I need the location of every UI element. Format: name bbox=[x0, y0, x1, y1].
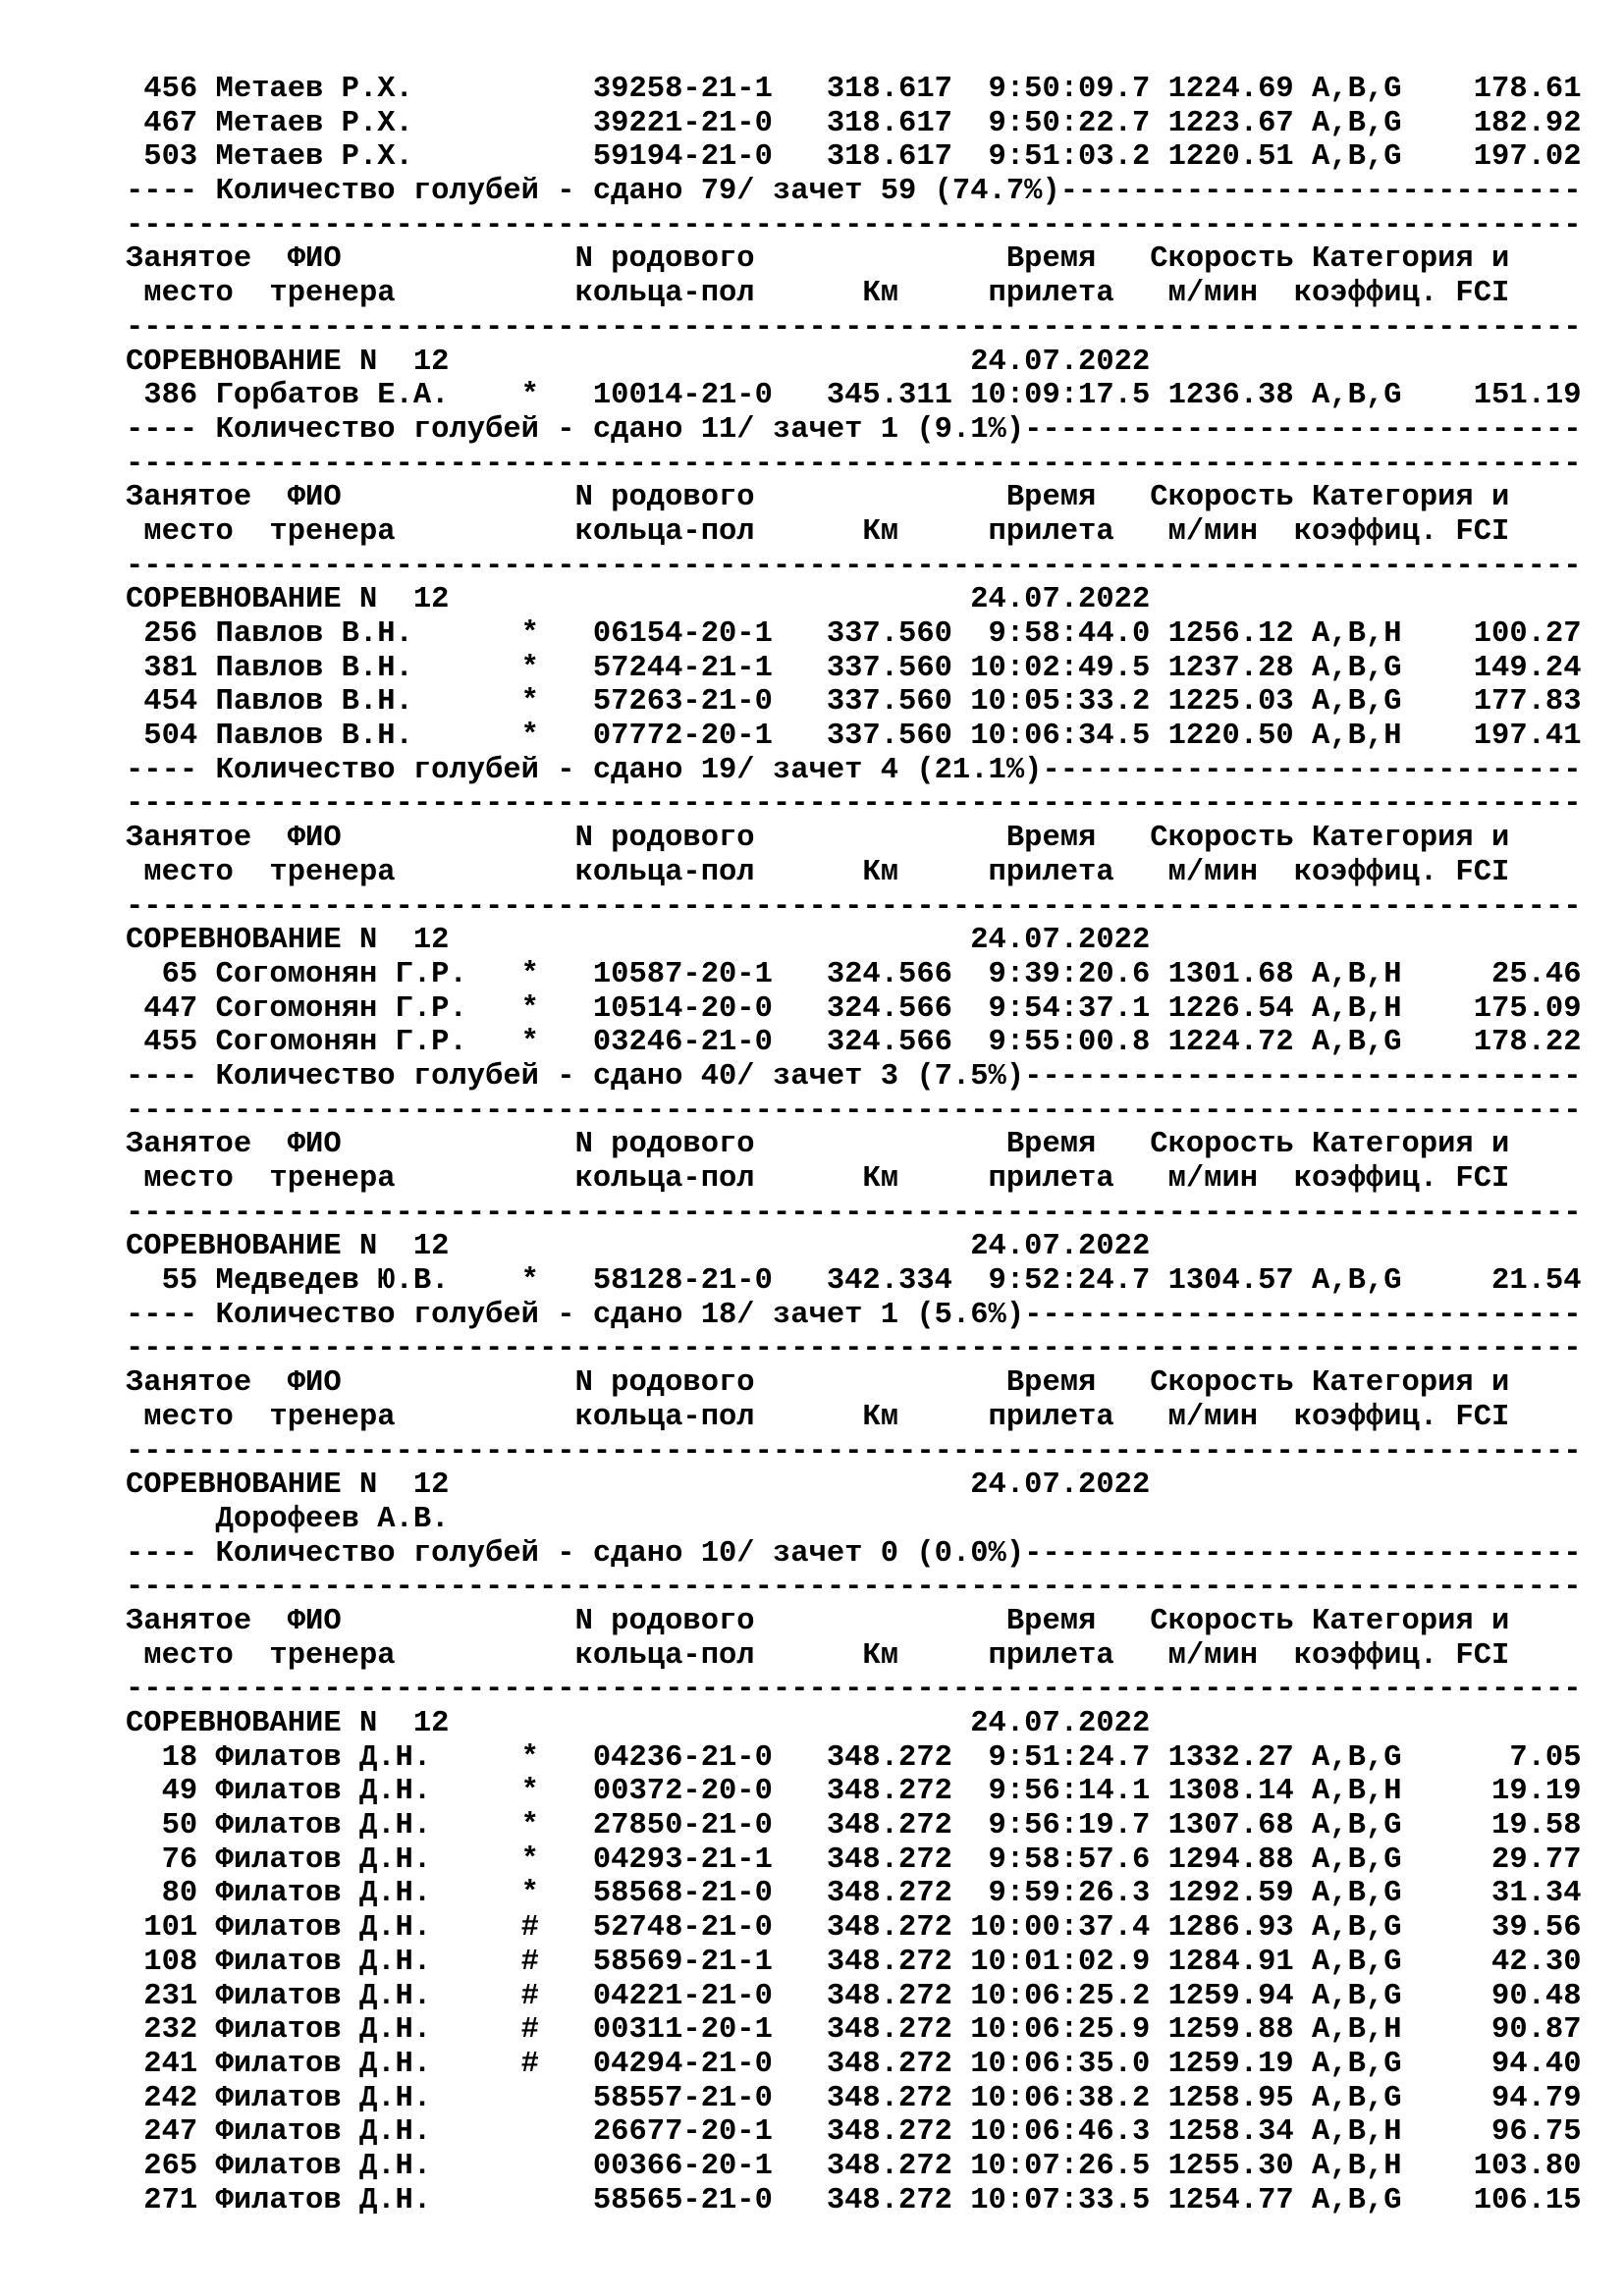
pigeon-count-summary: ---- Количество голубей - сдано 79/ зачет 59 (74.7%)----------------------------- bbox=[126, 175, 1582, 209]
column-header: место тренера кольца-пол Км прилета м/мин коэффиц. FCI bbox=[126, 1162, 1510, 1196]
separator-line: --------------------------------------------------------------------------------- bbox=[126, 1094, 1582, 1128]
result-row: 241 Филатов Д.Н. # 04294-21-0 348.272 10:06:35.0 1259.19 A,B,G 94.40 bbox=[126, 2047, 1582, 2081]
result-row: 454 Павлов В.Н. * 57263-21-0 337.560 10:05:33.2 1225.03 A,B,G 177.83 bbox=[126, 685, 1582, 720]
pigeon-count-summary: ---- Количество голубей - сдано 18/ зачет 1 (5.6%)------------------------------- bbox=[126, 1298, 1582, 1332]
result-row: 76 Филатов Д.Н. * 04293-21-1 348.272 9:58:57.6 1294.88 A,B,G 29.77 bbox=[126, 1842, 1582, 1877]
result-row: 55 Медведев Ю.В. * 58128-21-0 342.334 9:52:24.7 1304.57 A,B,G 21.54 bbox=[126, 1264, 1582, 1299]
separator-line: --------------------------------------------------------------------------------- bbox=[126, 1434, 1582, 1468]
competition-header: СОРЕВНОВАНИЕ N 12 24.07.2022 bbox=[126, 1230, 1151, 1264]
result-row: 456 Метаев Р.Х. 39258-21-1 318.617 9:50:09.7 1224.69 A,B,G 178.61 bbox=[126, 73, 1582, 106]
result-row: 80 Филатов Д.Н. * 58568-21-0 348.272 9:59:26.3 1292.59 A,B,G 31.34 bbox=[126, 1877, 1582, 1911]
separator-line: --------------------------------------------------------------------------------- bbox=[126, 1571, 1582, 1605]
result-row: 271 Филатов Д.Н. 58565-21-0 348.272 10:07:33.5 1254.77 A,B,G 106.15 bbox=[126, 2183, 1582, 2217]
column-header: Занятое ФИО N родового Время Скорость Категория и bbox=[126, 1604, 1510, 1638]
separator-line: --------------------------------------------------------------------------------- bbox=[126, 787, 1582, 822]
competition-header: СОРЕВНОВАНИЕ N 12 24.07.2022 bbox=[126, 1707, 1151, 1740]
result-row: 504 Павлов В.Н. * 07772-20-1 337.560 10:06:34.5 1220.50 A,B,H 197.41 bbox=[126, 720, 1582, 754]
separator-line: --------------------------------------------------------------------------------- bbox=[126, 1196, 1582, 1230]
result-row: 49 Филатов Д.Н. * 00372-20-0 348.272 9:56:14.1 1308.14 A,B,H 19.19 bbox=[126, 1775, 1582, 1809]
column-header: Занятое ФИО N родового Время Скорость Категория и bbox=[126, 822, 1510, 856]
result-row: 256 Павлов В.Н. * 06154-20-1 337.560 9:58:44.0 1256.12 A,B,H 100.27 bbox=[126, 617, 1582, 651]
result-row: 265 Филатов Д.Н. 00366-20-1 348.272 10:07:26.5 1255.30 A,B,H 103.80 bbox=[126, 2149, 1582, 2183]
result-row: 65 Согомонян Г.Р. * 10587-20-1 324.566 9:39:20.6 1301.68 A,B,H 25.46 bbox=[126, 957, 1582, 991]
column-header: место тренера кольца-пол Км прилета м/мин коэффиц. FCI bbox=[126, 1638, 1510, 1673]
column-header: место тренера кольца-пол Км прилета м/мин коэффиц. FCI bbox=[126, 514, 1510, 549]
separator-line: --------------------------------------------------------------------------------- bbox=[126, 310, 1582, 345]
separator-line: --------------------------------------------------------------------------------- bbox=[126, 1673, 1582, 1707]
result-row: 18 Филатов Д.Н. * 04236-21-0 348.272 9:51:24.7 1332.27 A,B,G 7.05 bbox=[126, 1740, 1582, 1775]
result-row: 50 Филатов Д.Н. * 27850-21-0 348.272 9:56:19.7 1307.68 A,B,G 19.58 bbox=[126, 1809, 1582, 1843]
results-printout bbox=[126, 73, 1598, 2217]
separator-line: --------------------------------------------------------------------------------- bbox=[126, 549, 1582, 583]
result-row: 101 Филатов Д.Н. # 52748-21-0 348.272 10:00:37.4 1286.93 A,B,G 39.56 bbox=[126, 1911, 1582, 1946]
result-row: 386 Горбатов Е.А. * 10014-21-0 345.311 10:09:17.5 1236.38 A,B,G 151.19 bbox=[126, 379, 1582, 413]
competition-header: СОРЕВНОВАНИЕ N 12 24.07.2022 bbox=[126, 1468, 1151, 1503]
pigeon-count-summary: ---- Количество голубей - сдано 19/ зачет 4 (21.1%)------------------------------ bbox=[126, 753, 1582, 787]
pigeon-count-summary: ---- Количество голубей - сдано 40/ зачет 3 (7.5%)------------------------------- bbox=[126, 1059, 1582, 1094]
result-row: 503 Метаев Р.Х. 59194-21-0 318.617 9:51:03.2 1220.51 A,B,G 197.02 bbox=[126, 140, 1582, 175]
result-row: 467 Метаев Р.Х. 39221-21-0 318.617 9:50:22.7 1223.67 A,B,G 182.92 bbox=[126, 106, 1582, 140]
column-header: Занятое ФИО N родового Время Скорость Категория и bbox=[126, 242, 1510, 277]
column-header: место тренера кольца-пол Км прилета м/мин коэффиц. FCI bbox=[126, 1400, 1510, 1434]
result-row: 108 Филатов Д.Н. # 58569-21-1 348.272 10:01:02.9 1284.91 A,B,G 42.30 bbox=[126, 1945, 1582, 1979]
separator-line: --------------------------------------------------------------------------------- bbox=[126, 889, 1582, 924]
competition-header: СОРЕВНОВАНИЕ N 12 24.07.2022 bbox=[126, 583, 1151, 617]
separator-line: --------------------------------------------------------------------------------- bbox=[126, 447, 1582, 481]
result-row: 447 Согомонян Г.Р. * 10514-20-0 324.566 9:54:37.1 1226.54 A,B,H 175.09 bbox=[126, 991, 1582, 1026]
result-row: 455 Согомонян Г.Р. * 03246-21-0 324.566 9:55:00.8 1224.72 A,B,G 178.22 bbox=[126, 1026, 1582, 1060]
result-row: 231 Филатов Д.Н. # 04221-21-0 348.272 10:06:25.2 1259.94 A,B,G 90.48 bbox=[126, 1979, 1582, 2013]
column-header: место тренера кольца-пол Км прилета м/мин коэффиц. FCI bbox=[126, 277, 1510, 311]
column-header: место тренера кольца-пол Км прилета м/мин коэффиц. FCI bbox=[126, 855, 1510, 889]
separator-line: --------------------------------------------------------------------------------- bbox=[126, 1332, 1582, 1366]
result-row: 381 Павлов В.Н. * 57244-21-1 337.560 10:02:49.5 1237.28 A,B,G 149.24 bbox=[126, 651, 1582, 685]
competition-header: СОРЕВНОВАНИЕ N 12 24.07.2022 bbox=[126, 924, 1151, 958]
separator-line: --------------------------------------------------------------------------------- bbox=[126, 208, 1582, 242]
column-header: Занятое ФИО N родового Время Скорость Категория и bbox=[126, 1366, 1510, 1401]
result-row: Дорофеев А.В. bbox=[126, 1502, 450, 1536]
competition-header: СОРЕВНОВАНИЕ N 12 24.07.2022 bbox=[126, 345, 1151, 379]
pigeon-count-summary: ---- Количество голубей - сдано 11/ зачет 1 (9.1%)------------------------------- bbox=[126, 412, 1582, 447]
result-row: 232 Филатов Д.Н. # 00311-20-1 348.272 10:06:25.9 1259.88 A,B,H 90.87 bbox=[126, 2013, 1582, 2048]
result-row: 247 Филатов Д.Н. 26677-20-1 348.272 10:06:46.3 1258.34 A,B,H 96.75 bbox=[126, 2115, 1582, 2150]
column-header: Занятое ФИО N родового Время Скорость Категория и bbox=[126, 1128, 1510, 1162]
column-header: Занятое ФИО N родового Время Скорость Категория и bbox=[126, 481, 1510, 515]
pigeon-count-summary: ---- Количество голубей - сдано 10/ зачет 0 (0.0%)------------------------------- bbox=[126, 1536, 1582, 1571]
result-row: 242 Филатов Д.Н. 58557-21-0 348.272 10:06:38.2 1258.95 A,B,G 94.79 bbox=[126, 2081, 1582, 2115]
